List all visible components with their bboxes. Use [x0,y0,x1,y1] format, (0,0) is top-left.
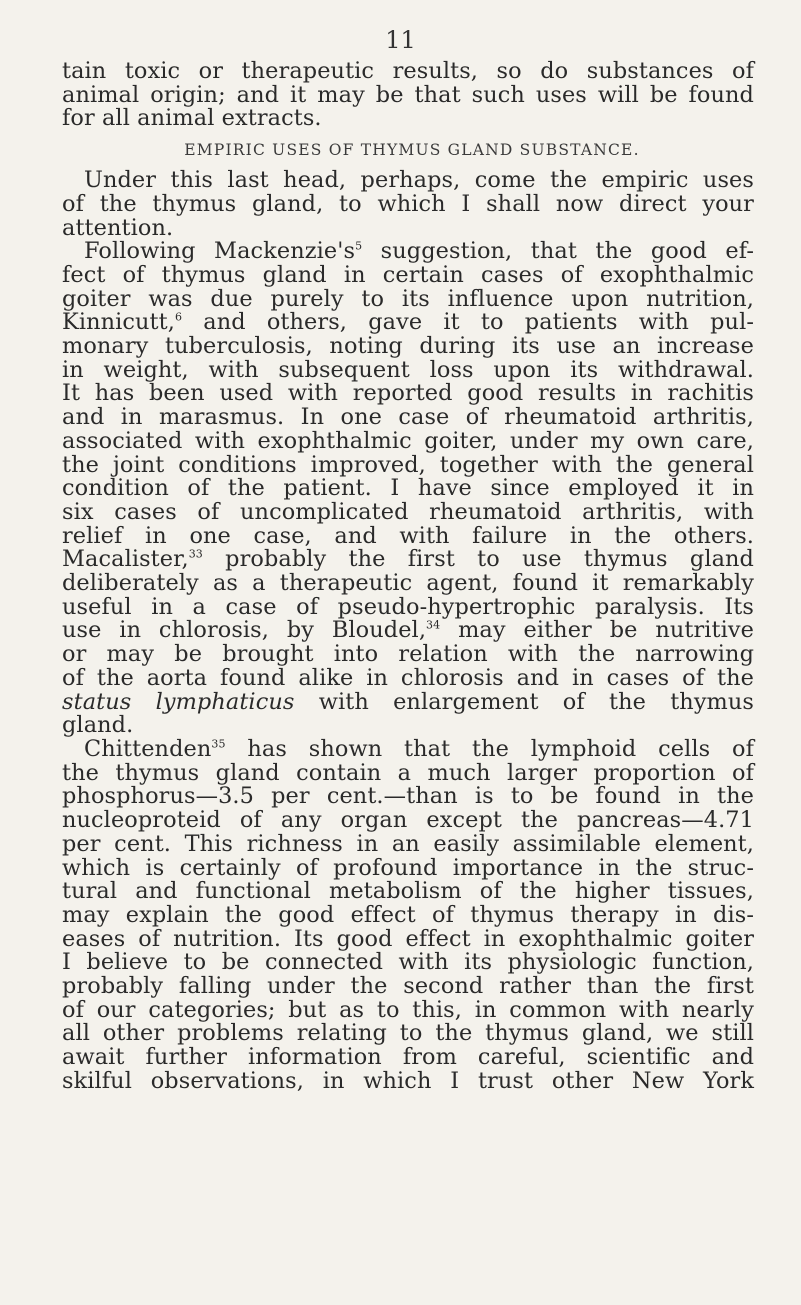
text-line: probably falling under the second rather than the first [62,973,754,1000]
section-heading: EMPIRIC USES OF THYMUS GLAND SUBSTANCE. [184,141,640,160]
text-line: the joint conditions improved, together with the general [62,451,754,478]
text-line [62,688,755,715]
text-run: Following Mackenzie's [84,238,356,265]
text-line [62,548,754,572]
text-line: tural and functional metabolism of the higher tissues, [62,878,754,905]
text-run: probably the first to use thymus gland [202,546,754,573]
text-line [62,619,754,643]
text-line: Under this last head, perhaps, come the empiric uses [84,167,754,194]
text-line: useful in a case of pseudo-hypertrophic paralysis. Its [62,593,754,620]
intro-paragraph [62,60,762,131]
text-line: and in marasmus. In one case of rheumatoid arthritis, [62,404,754,431]
body-text [62,60,762,1094]
footnote-ref: 5 [355,239,363,253]
footnote-ref: 34 [426,619,441,632]
text-line: animal origin; and it may be that such uses will be found [62,81,754,108]
text-line: skilful observations, in which I trust other New York [62,1067,754,1094]
footnote-ref: 33 [188,547,203,561]
text-line [62,240,754,264]
text-line: nucleoproteid of any organ except the pancreas—4.71 [62,807,754,834]
text-line: attention. [62,214,174,241]
text-run: suggestion, that the good ef- [362,238,754,265]
paragraph-3 [62,735,762,1094]
paragraph-2 [62,240,762,738]
text-run: and others, gave it to patients with pul- [182,309,754,336]
text-run: Kinnicutt, [62,309,175,336]
text-line: for all animal extracts. [62,105,322,132]
text-run: has shown that the lymphoid cells of [225,735,754,762]
text-line: or may be brought into relation with the narrowing [62,641,754,668]
text-run: may either be nutritive [440,617,754,644]
text-line: associated with exophthalmic goiter, under my own care, [62,427,754,454]
text-line: eases of nutrition. Its good effect in exophthalmic goiter [62,925,754,952]
text-line: of the thymus gland, to which I shall now direct your [62,190,754,217]
text-line [62,735,754,762]
text-line: phosphorus—3.5 per cent.—than is to be found in the [62,783,754,810]
text-line: I believe to be connected with its physiologic function, [62,949,754,976]
text-line: per cent. This richness in an easily assimilable element, [62,830,754,857]
text-line: the thymus gland contain a much larger proportion of [62,759,754,786]
text-line: tain toxic or therapeutic results, so do substances of [62,58,754,84]
footnote-ref: 35 [211,737,226,751]
text-line: relief in one case, and with failure in the others. [62,522,754,549]
text-line: may explain the good effect of thymus therapy in dis- [62,901,754,928]
text-line: condition of the patient. I have since employed it in [62,475,754,502]
text-run: Macalister, [62,546,189,573]
text-line: of the aorta found alike in chlorosis and in cases of the [62,664,754,691]
text-run: Chittenden [84,735,212,762]
text-line: deliberately as a therapeutic agent, found it remarkably [62,570,754,597]
paragraph-1 [62,169,762,240]
footnote-ref: 6 [174,310,183,324]
text-line: of our categories; but as to this, in common with nearly [62,996,754,1023]
text-line: all other problems relating to the thymus gland, we still [62,1020,754,1047]
text-line [62,311,754,335]
italic-run: status lymphaticus [62,688,295,715]
text-line: It has been used with reported good results in rachitis [62,380,754,407]
text-line: in weight, with subsequent loss upon its withdrawal. [62,356,754,383]
text-run: with enlargement of the thymus [294,688,755,715]
text-line: goiter was due purely to its influence upon nutrition, [62,285,754,312]
text-line: monary tuberculosis, noting during its use an increase [62,333,754,360]
page-number: 11 [385,26,416,54]
text-line: await further information from careful, scientific and [62,1044,754,1071]
text-line: fect of thymus gland in certain cases of exophthalmic [62,261,754,288]
text-run: use in chlorosis, by Bloudel, [62,617,427,644]
text-line: six cases of uncomplicated rheumatoid arthritis, with [62,498,754,525]
text-line: which is certainly of profound importance in the struc- [62,854,754,881]
text-line: gland. [62,712,134,739]
